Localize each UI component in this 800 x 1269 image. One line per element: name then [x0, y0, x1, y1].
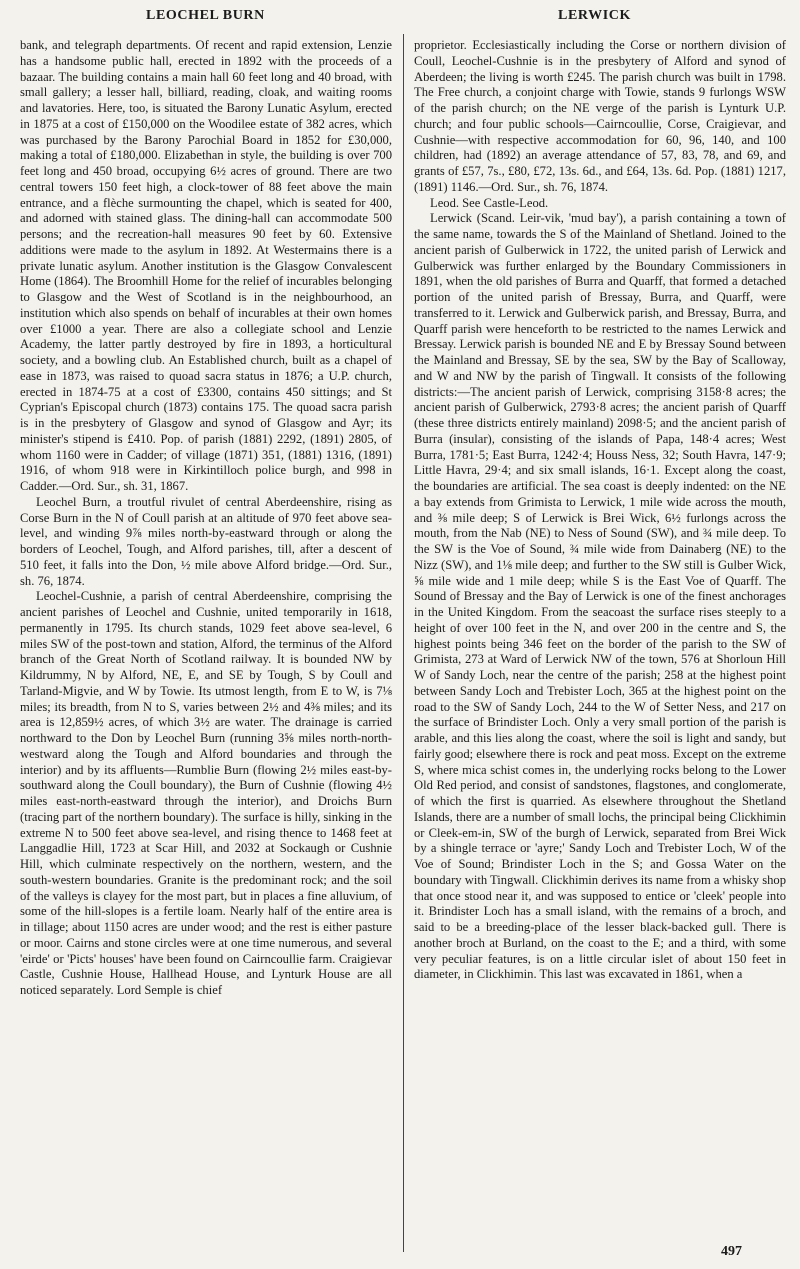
- paragraph-leochel-cushnie-continued: proprietor. Ecclesiastically including the Corse or northern division of Coull, Leochel-Cushnie is in the presbytery of Alford and synod of Aberdeen; the living is worth £245. The parish church was built in 1798. The Free church, a conjoint charge with Towie, stands 9 furlongs WSW of the parish church; on the NE verge of the parish is Lynturk U.P. church; and four public schools—Cairncoullie, Corse, Craigievar, and Cushnie—with respective accommodation for 60, 96, 140, and 100 children, had (1892) an average attendance of 57, 83, 78, and 69, and grants of £57, 7s., £80, £72, 13s. 6d., and £64, 13s. 6d. Pop. (1881) 1217, (1891) 1146.—Ord. Sur., sh. 76, 1874.: [414, 38, 786, 194]
- paragraph-leochel-burn: Leochel Burn, a troutful rivulet of central Aberdeenshire, rising as Corse Burn in the N of Coull parish at an altitude of 970 feet above sea-level, and winding 9⅞ miles north-by-eastward through or along the borders of Leochel, Tough, and Alford parishes, till, after a descent of 510 feet, it falls into the Don, ½ mile above Alford bridge.—Ord. Sur., sh. 76, 1874.: [20, 494, 392, 588]
- paragraph-leod: Leod. See Castle-Leod.: [430, 195, 549, 210]
- page-number: 497: [721, 1244, 742, 1259]
- column-divider: [403, 34, 404, 1252]
- running-head-right: LERWICK: [558, 8, 631, 23]
- paragraph-leochel-cushnie: Leochel-Cushnie, a parish of central Aberdeenshire, comprising the ancient parishes of Leochel and Cushnie, united temporarily in 1618, permanently in 1795. Its church stands, 1029 feet above sea-level, 6 miles SW of the post-town and station, Alford, the terminus of the Alford branch of the Great North of Scotland railway. It is bounded NW by Kildrummy, N by Alford, NE, E, and SE by Tough, S by Coull and Tarland-Migvie, and W by Towie. Its utmost length, from E to W, is 7⅛ miles; its breadth, from N to S, varies between 2½ and 4⅜ miles; and its area is 12,859½ acres, of which 3½ are water. The drainage is carried northward to the Don by Leochel Burn (running 3⅝ miles north-north-westward along the Tough and Alford boundaries and through the interior) and by its affluents—Rumblie Burn (flowing 2½ miles east-by-southward along the Coull boundary), the Burn of Cushnie (flowing 4½ miles east-north-eastward through the interior), and Droichs Burn (tracing part of the northern boundary). The surface is hilly, sinking in the extreme N to 500 feet above sea-level, and rising thence to 1468 feet at Langgadlie Hill, 1723 at Scar Hill, and 2032 at Sockaugh or Cushnie Hill, which culminate respectively on the northern, western, and the south-western boundaries. Granite is the predominant rock; and the soil of the valleys is clayey for the most part, but in places a fine alluvium, of some of the hill-slopes is a fertile loam. Nearly half of the entire area is in tillage; about 1150 acres are under wood; and the rest is either pasture or moor. Cairns and stone circles were at one time numerous, and several 'eirde' or 'Picts' houses' have been found on Cairncoullie farm. Craigievar Castle, Cushnie House, Hallhead House, and Lynturk House are all noticed separately. Lord Semple is chief: [20, 589, 392, 997]
- right-column: [414, 38, 786, 1238]
- paragraph-lenzie-continued: bank, and telegraph departments. Of recent and rapid extension, Lenzie has a handsome public hall, erected in 1892 with the proceeds of a bazaar. The building contains a main hall 60 feet long and 40 broad, with small gallery; a lesser hall, billiard, reading, cloak, and waiting rooms and lavatories. Here, too, is situated the Barony Lunatic Asylum, erected in 1875 at a cost of £150,000 on the Woodilee estate of 382 acres, which was purchased by the Barony Parochial Board in 1852 for £30,000, making a total of £180,000. Elizabethan in style, the building is over 700 feet long and 450 broad, occupying 6½ acres of ground. There are two central towers 150 feet high, a clock-tower of 88 feet above the main entrance, and a flèche surmounting the chapel, which is seated for 400, and adorned with stained glass. The dining-hall can accommodate 500 persons; and the recreation-hall measures 90 feet by 60. Extensive additions were made to the asylum in 1892. At Westermains there is a private lunatic asylum. Another institution is the Glasgow Convalescent Home (1864). The Broomhill Home for the relief of incurables belonging to Glasgow and the West of Scotland is in the neighbourhood, an institution which also spends on behalf of incurables at their own homes over £1000 a year. There are also a collegiate school and Lenzie Academy, the latter partly destroyed by fire in 1893, a horticultural society, and a bowling club. An Established church, built as a chapel of ease in 1873, was raised to quoad sacra status in 1876; a U.P. church, erected in 1874-75 at a cost of £3300, contains 450 sittings; and St Cyprian's Episcopal church (1873) contains 175. The quoad sacra parish is in the presbytery of Glasgow and synod of Glasgow and Ayr; its minister's stipend is £410. Pop. of parish (1881) 2292, (1891) 2805, of whom 1160 were in Cadder; of village (1871) 351, (1881) 1316, (1891) 1916, of whom 918 were in Kirkintilloch police burgh, and 998 in Cadder.—Ord. Sur., sh. 31, 1867.: [20, 38, 392, 493]
- paragraph-lerwick: Lerwick (Scand. Leir-vik, 'mud bay'), a parish containing a town of the same name, towards the S of the Mainland of Shetland. Joined to the ancient parish of Gulberwick in 1722, the united parish of Lerwick and Gulberwick was further enlarged by the Boundary Commissioners in 1891, when the old parishes of Burra and Quarff, that formed a detached portion of the united parish of Bressay, Burra, and Quarff, were transferred to it. Lerwick and Gulberwick parish, and Bressay, Burra, and Quarff parish were henceforth to be restricted to the names Lerwick and Bressay. Lerwick parish is bounded NE and E by Bressay Sound between the Mainland and Bressay, SE by the sea, SW by the Bay of Scalloway, and W and NW by the parish of Tingwall. It consists of the following districts:—The ancient parish of Lerwick, comprising 3158·8 acres; the ancient parish of Gulberwick, 2793·8 acres; the ancient parish of Quarff (these three districts entirely mainland) 2098·5; and the ancient parish of Burra (insular), consisting of the islands of Papa, 148·4 acres; West Burra, 1781·5; East Burra, 1242·4; Houss Ness, 32; South Havra, 147·9; Little Havra, 29·4; and six small islands, 16·1. Except along the coast, the boundaries are artificial. The sea coast is deeply indented: on the NE a bay extends from Grimista to Lerwick, 1 mile wide across the mouth, and ⅜ mile deep; S of Lerwick is Brei Wick, 6½ furlongs across the mouth, from the Nab (NE) to Ness of Sound (SW), and ¾ mile deep. To the SW is the Voe of Sound, ¾ mile wide from Dainaberg (NE) to the Nizz (SW), and 1⅛ mile deep; and further to the SW still is Gulber Wick, ⅝ mile wide and 1 mile deep; while S is the East Voe of Quarff. The Sound of Bressay and the Bay of Lerwick is one of the finest anchorages in the United Kingdom. From the seacoast the surface rises steeply to a height of over 100 feet in the N, and over 200 in the centre and S, the highest points being 346 feet on the border of the parish to the SW of Grimista, 273 at Ward of Lerwick NW of the town, 576 at Shorloun Hill W of Sandy Loch, near the centre of the parish; 258 at the highest point between Sandy Loch and Trebister Loch, 365 at the highest point on the road to the SW of Sandy Loch, 244 to the W of Setter Ness, and 217 on the surface of Brindister Loch. Only a very small portion of the parish is arable, and this lies along the coast, where the soil is light and sandy, but fairly good; elsewhere there is rock and peat moss. Except on the extreme S, where mica schist comes in, the underlying rocks belong to the Lower Old Red period, and consist of sandstones, flagstones, and conglomerate, of which the first is quarried. As elsewhere throughout the Shetland Islands, there are a number of small lochs, the principal being Clickhimin or Cleek-em-in, SW of the burgh of Lerwick, separated from Brei Wick by a shingle terrace or 'ayre;' Sandy Loch and Trebister Loch, W of the Voe of Sound; Brindister Loch in the S; and Gossa Water on the boundary with Tingwall. Clickhimin derives its name from a whisky shop that once stood near it, and was supposed to entice or 'cleek' people into it. Brindister Loch has a small island, with the remains of a broch, and said to be a breeding-place of the lesser black-backed gull. There is another broch at Burland, on the coast to the E; and a third, with some very peculiar features, is on a little circular islet of about 150 feet in diameter, in Clickhimin. This last was excavated in 1861, when a: [414, 211, 786, 982]
- left-column: [20, 38, 392, 1238]
- running-head-left: LEOCHEL BURN: [146, 8, 265, 23]
